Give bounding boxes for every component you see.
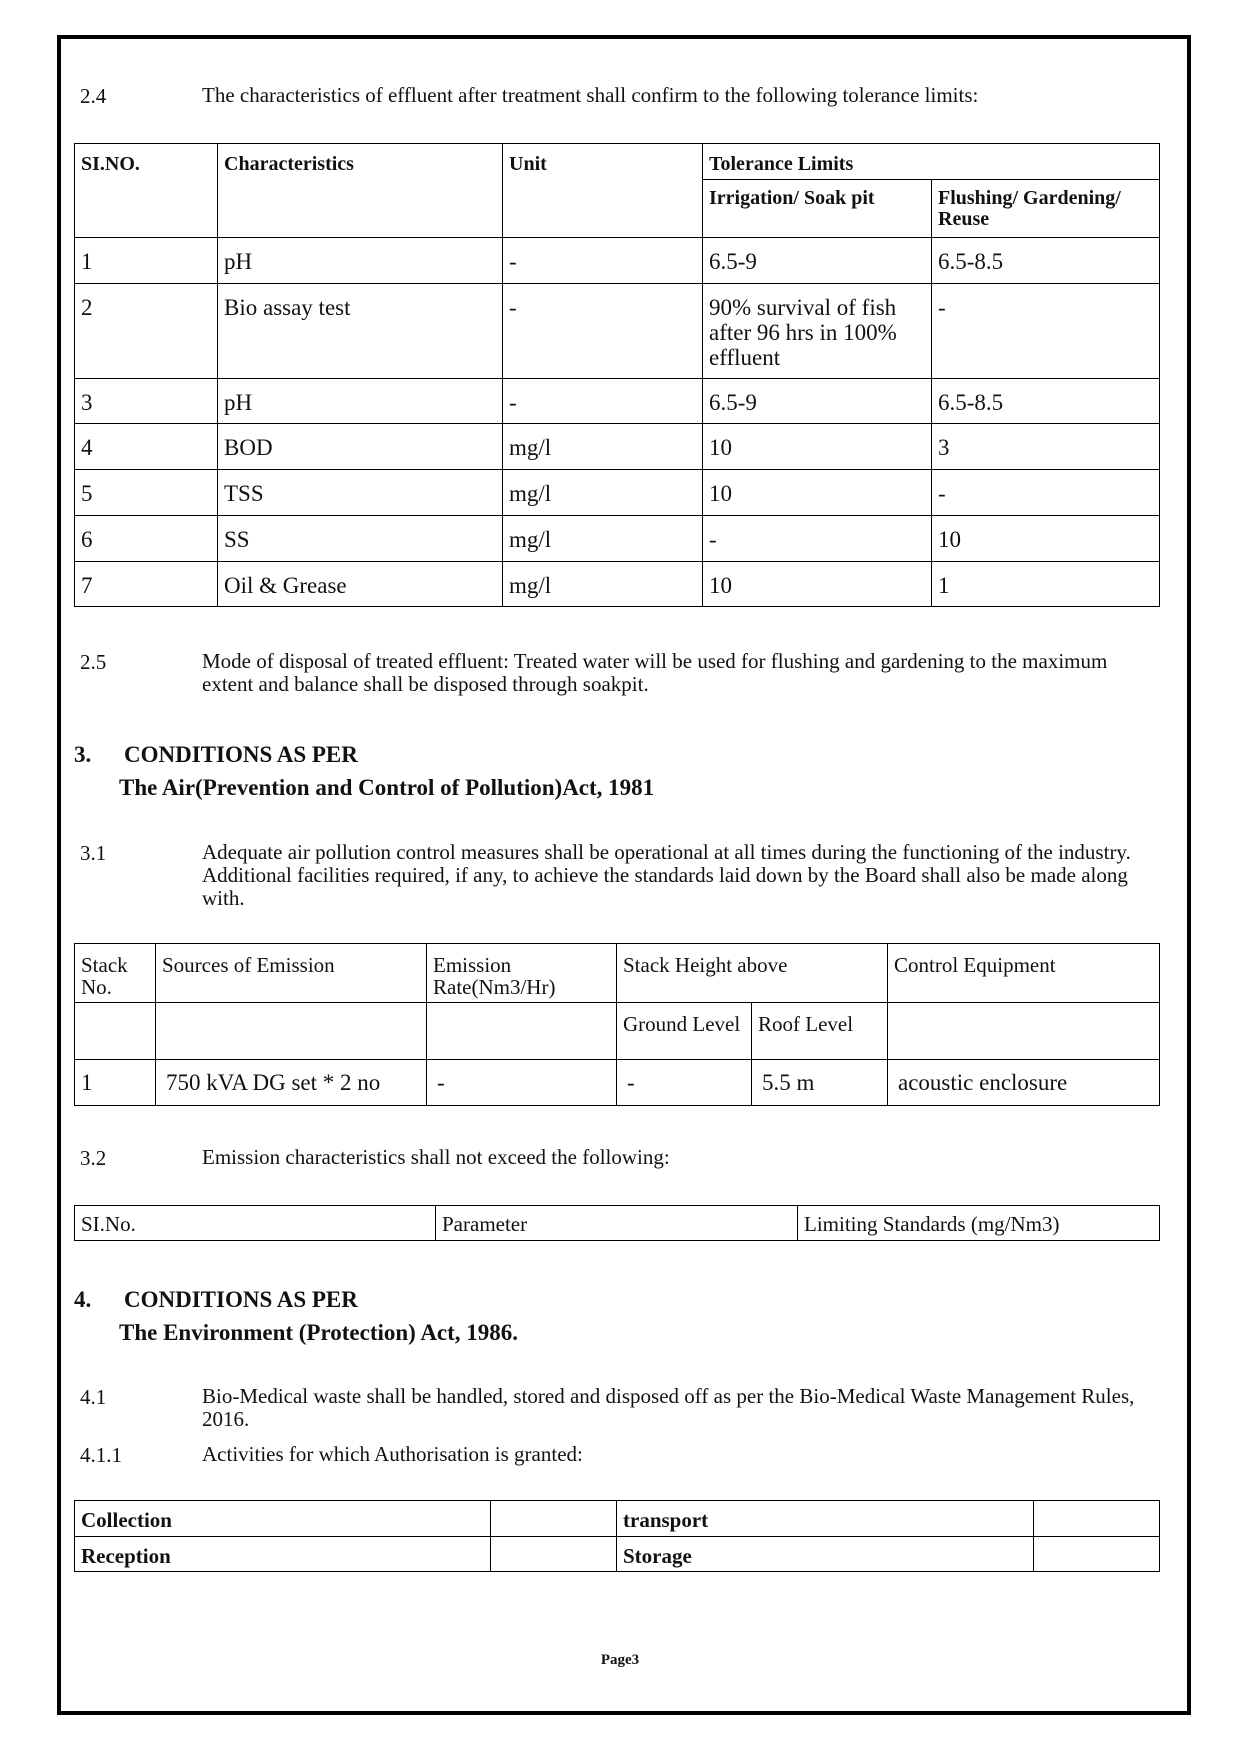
row-characteristic: BOD: [218, 424, 503, 470]
row-flushing: 6.5-8.5: [932, 379, 1160, 424]
header-sino: SI.No.: [75, 1206, 436, 1241]
section-4-number: 4.: [74, 1287, 92, 1312]
section-3-1-number: 3.1: [80, 841, 107, 865]
row-irrigation: 10: [703, 470, 932, 516]
row-control-equipment: acoustic enclosure: [888, 1060, 1160, 1106]
section-3-title: CONDITIONS AS PER: [124, 742, 358, 767]
activity-reception: Reception: [75, 1537, 491, 1572]
table-row: [75, 470, 1160, 516]
row-flushing: 10: [932, 516, 1160, 562]
row-number: 7: [75, 562, 218, 607]
section-3-2-text: Emission characteristics shall not exceed the following:: [202, 1145, 670, 1169]
row-number: 3: [75, 379, 218, 424]
section-2-4-text: The characteristics of effluent after treatment shall confirm to the following tolerance limits:: [202, 83, 979, 107]
row-number: 2: [75, 284, 218, 379]
row-irrigation: 6.5-9: [703, 238, 932, 284]
section-2-4-number: 2.4: [80, 84, 107, 108]
row-characteristic: Oil & Grease: [218, 562, 503, 607]
page-number: Page3: [600, 1652, 640, 1668]
header-unit: Unit: [503, 144, 703, 238]
row-unit: mg/l: [503, 562, 703, 607]
row-unit: mg/l: [503, 470, 703, 516]
header-characteristics: Characteristics: [218, 144, 503, 238]
row-ground-level: -: [617, 1060, 752, 1106]
section-3-number: 3.: [74, 742, 92, 767]
emission-standards-table: [74, 1205, 1160, 1241]
header-tolerance-limits: Tolerance Limits: [703, 144, 1160, 180]
row-irrigation: 6.5-9: [703, 379, 932, 424]
activity-value: [1034, 1501, 1160, 1537]
row-irrigation: 10: [703, 562, 932, 607]
row-characteristic: pH: [218, 238, 503, 284]
row-characteristic: pH: [218, 379, 503, 424]
section-3-2-number: 3.2: [80, 1146, 107, 1170]
section-4-title: CONDITIONS AS PER: [124, 1287, 358, 1312]
empty-cell: [888, 1003, 1160, 1060]
row-flushing: -: [932, 470, 1160, 516]
row-unit: -: [503, 284, 703, 379]
empty-cell: [427, 1003, 617, 1060]
empty-cell: [156, 1003, 427, 1060]
header-stack-no: Stack No.: [75, 944, 156, 1003]
empty-cell: [75, 1003, 156, 1060]
row-number: 4: [75, 424, 218, 470]
activity-value: [491, 1501, 617, 1537]
row-unit: -: [503, 379, 703, 424]
table-row: [75, 424, 1160, 470]
row-characteristic: Bio assay test: [218, 284, 503, 379]
activity-transport: transport: [617, 1501, 1034, 1537]
activity-value: [491, 1537, 617, 1572]
row-roof-level: 5.5 m: [752, 1060, 888, 1106]
row-characteristic: TSS: [218, 470, 503, 516]
table-row: [75, 1537, 1160, 1572]
activities-table: [74, 1500, 1160, 1572]
header-sino: SI.NO.: [75, 144, 218, 238]
section-4-1-text: Bio-Medical waste shall be handled, stored and disposed off as per the Bio-Medical Waste Management Rules, 2016.: [202, 1384, 1135, 1431]
table-row: [75, 379, 1160, 424]
row-flushing: 6.5-8.5: [932, 238, 1160, 284]
table-row: [75, 1060, 1160, 1106]
section-2-5-text: Mode of disposal of treated effluent: Treated water will be used for flushing and gardening to the maximum extent and balance shall be disposed through soakpit.: [202, 649, 1108, 696]
row-flushing: -: [932, 284, 1160, 379]
header-stack-height: Stack Height above: [617, 944, 888, 1003]
header-ground-level: Ground Level: [617, 1003, 752, 1060]
section-3-1-text: Adequate air pollution control measures shall be operational at all times during the functioning of the industry. Additional facilities required, if any, to achieve the standards laid down by the Board shall also be made along with.: [202, 840, 1131, 910]
header-sources: Sources of Emission: [156, 944, 427, 1003]
header-flushing: Flushing/ Gardening/ Reuse: [932, 180, 1160, 238]
header-emission-rate: Emission Rate(Nm3/Hr): [427, 944, 617, 1003]
table-row: [75, 516, 1160, 562]
header-control-equipment: Control Equipment: [888, 944, 1160, 1003]
table-row: [75, 238, 1160, 284]
section-4-1-number: 4.1: [80, 1385, 107, 1409]
row-characteristic: SS: [218, 516, 503, 562]
activity-value: [1034, 1537, 1160, 1572]
section-2-5-number: 2.5: [80, 650, 107, 674]
header-roof-level: Roof Level: [752, 1003, 888, 1060]
row-number: 1: [75, 238, 218, 284]
row-rate: -: [427, 1060, 617, 1106]
activity-storage: Storage: [617, 1537, 1034, 1572]
table-row: [75, 562, 1160, 607]
row-irrigation: 10: [703, 424, 932, 470]
header-limiting-standards: Limiting Standards (mg/Nm3): [798, 1206, 1160, 1241]
section-4-subtitle: The Environment (Protection) Act, 1986.: [119, 1320, 519, 1345]
table-row: [75, 1501, 1160, 1537]
row-source: 750 kVA DG set * 2 no: [156, 1060, 427, 1106]
header-irrigation: Irrigation/ Soak pit: [703, 180, 932, 238]
row-flushing: 1: [932, 562, 1160, 607]
row-irrigation: -: [703, 516, 932, 562]
row-stack-no: 1: [75, 1060, 156, 1106]
row-unit: -: [503, 238, 703, 284]
table-row: [75, 284, 1160, 379]
header-parameter: Parameter: [436, 1206, 798, 1241]
row-number: 5: [75, 470, 218, 516]
section-3-subtitle: The Air(Prevention and Control of Pollution)Act, 1981: [119, 775, 655, 800]
section-4-1-1-number: 4.1.1: [80, 1443, 122, 1467]
row-flushing: 3: [932, 424, 1160, 470]
row-number: 6: [75, 516, 218, 562]
row-unit: mg/l: [503, 424, 703, 470]
stack-emission-table: [74, 943, 1160, 1106]
effluent-tolerance-table: [74, 143, 1160, 607]
section-4-1-1-text: Activities for which Authorisation is granted:: [202, 1442, 583, 1466]
row-irrigation: 90% survival of fish after 96 hrs in 100% effluent: [703, 284, 932, 379]
row-unit: mg/l: [503, 516, 703, 562]
activity-collection: Collection: [75, 1501, 491, 1537]
